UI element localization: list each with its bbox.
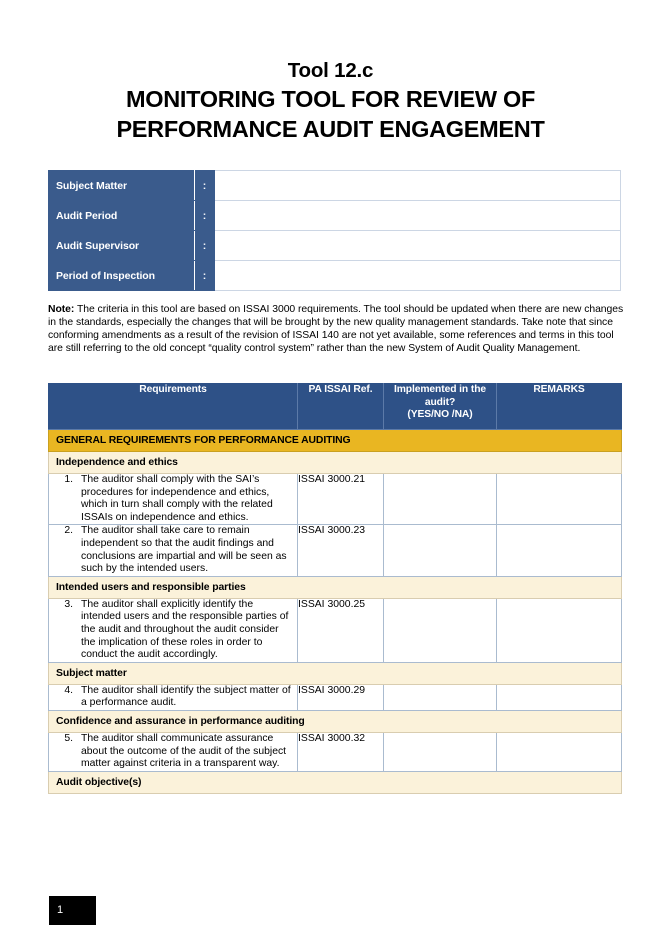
table-row bbox=[49, 525, 622, 576]
implemented-line-2: audit? bbox=[424, 396, 456, 408]
info-colon: : bbox=[195, 171, 215, 201]
note-text: The criteria in this tool are based on ISSAI 3000 requirements. The tool should be updated when there are new changes in the standards, especially the changes that will be brought by the new quality management standards. Take note that since conforming amendments as a result of the revision of ISSAI 140 are not yet available, some references and terms in this tool are still referring to the old concept “quality control system” rather than the new System of Audit Quality Management. bbox=[48, 304, 624, 355]
subsection-heading-row bbox=[49, 576, 622, 598]
requirements-table-header bbox=[49, 384, 622, 430]
implemented-answer-cell[interactable] bbox=[384, 474, 497, 525]
pa-issai-ref-cell: ISSAI 3000.32 bbox=[298, 732, 384, 771]
remarks-cell[interactable] bbox=[497, 732, 622, 771]
info-row bbox=[49, 231, 621, 261]
info-value-field[interactable] bbox=[215, 171, 621, 201]
requirement-number: 4. bbox=[64, 684, 73, 696]
info-row bbox=[49, 201, 621, 231]
requirement-cell bbox=[49, 474, 298, 525]
column-header-requirements: Requirements bbox=[49, 384, 298, 430]
requirement-text: The auditor shall comply with the SAI’s procedures for independence and ethics, which in turn shall comply with the related ISSAIs on independence and ethics. bbox=[81, 474, 273, 523]
pa-issai-ref-cell: ISSAI 3000.21 bbox=[298, 474, 384, 525]
requirement-number: 3. bbox=[64, 598, 73, 610]
info-label: Subject Matter bbox=[49, 171, 195, 201]
info-row bbox=[49, 261, 621, 291]
title-main-line-2: PERFORMANCE AUDIT ENGAGEMENT bbox=[116, 116, 545, 142]
subsection-heading: Independence and ethics bbox=[49, 452, 622, 474]
subsection-heading: Audit objective(s) bbox=[49, 771, 622, 793]
remarks-cell[interactable] bbox=[497, 598, 622, 662]
subsection-heading: Intended users and responsible parties bbox=[49, 576, 622, 598]
title-tool-number: Tool 12.c bbox=[287, 59, 374, 82]
section-heading: GENERAL REQUIREMENTS FOR PERFORMANCE AUDITING bbox=[49, 430, 622, 452]
info-label: Period of Inspection bbox=[49, 261, 195, 291]
table-row bbox=[49, 474, 622, 525]
requirement-text: The auditor shall explicitly identify the intended users and the responsible parties of the audit and throughout the audit consider the implication of these roles in order to conduct the audit accordingly. bbox=[81, 598, 289, 661]
info-value-field[interactable] bbox=[215, 231, 621, 261]
implemented-line-1: Implemented in the bbox=[393, 384, 487, 395]
subsection-heading-row bbox=[49, 710, 622, 732]
title-main-line-1: MONITORING TOOL FOR REVIEW OF bbox=[125, 86, 536, 112]
info-label: Audit Supervisor bbox=[49, 231, 195, 261]
requirement-cell bbox=[49, 525, 298, 576]
implemented-answer-cell[interactable] bbox=[384, 598, 497, 662]
pa-issai-ref-cell: ISSAI 3000.29 bbox=[298, 684, 384, 710]
info-label: Audit Period bbox=[49, 201, 195, 231]
requirement-number: 5. bbox=[64, 732, 73, 744]
note-paragraph bbox=[48, 303, 626, 355]
info-colon: : bbox=[195, 231, 215, 261]
requirement-number: 1. bbox=[64, 474, 73, 485]
remarks-cell[interactable] bbox=[497, 525, 622, 576]
table-row bbox=[49, 732, 622, 771]
section-heading-row bbox=[49, 430, 622, 452]
requirement-cell bbox=[49, 598, 298, 662]
implemented-answer-cell[interactable] bbox=[384, 732, 497, 771]
requirements-table bbox=[48, 383, 622, 794]
pa-issai-ref-cell: ISSAI 3000.25 bbox=[298, 598, 384, 662]
requirement-cell bbox=[49, 684, 298, 710]
table-row bbox=[49, 598, 622, 662]
info-row bbox=[49, 171, 621, 201]
engagement-info-table bbox=[48, 170, 621, 291]
subsection-heading-row bbox=[49, 452, 622, 474]
requirement-cell bbox=[49, 732, 298, 771]
requirement-text: The auditor shall identify the subject matter of a performance audit. bbox=[81, 684, 291, 709]
note-label: Note: bbox=[48, 304, 75, 315]
info-value-field[interactable] bbox=[215, 261, 621, 291]
info-colon: : bbox=[195, 261, 215, 291]
page-number: 1 bbox=[57, 904, 64, 916]
pa-issai-ref-cell: ISSAI 3000.23 bbox=[298, 525, 384, 576]
implemented-answer-cell[interactable] bbox=[384, 684, 497, 710]
remarks-cell[interactable] bbox=[497, 474, 622, 525]
page-number-box bbox=[49, 896, 96, 925]
requirement-text: The auditor shall take care to remain independent so that the audit findings and conclusions are impartial and will be seen as such by the intended users. bbox=[81, 525, 287, 575]
remarks-cell[interactable] bbox=[497, 684, 622, 710]
subsection-heading: Confidence and assurance in performance auditing bbox=[49, 710, 622, 732]
info-colon: : bbox=[195, 201, 215, 231]
column-header-remarks: REMARKS bbox=[497, 384, 622, 430]
implemented-answer-cell[interactable] bbox=[384, 525, 497, 576]
column-header-pa-issai-ref: PA ISSAI Ref. bbox=[298, 384, 384, 430]
subsection-heading: Subject matter bbox=[49, 662, 622, 684]
subsection-heading-row bbox=[49, 771, 622, 793]
requirement-number: 2. bbox=[64, 525, 73, 537]
table-row bbox=[49, 684, 622, 710]
implemented-line-3: (YES/NO /NA) bbox=[407, 409, 473, 420]
column-header-implemented bbox=[384, 384, 497, 430]
requirement-text: The auditor shall communicate assurance about the outcome of the audit of the subject matter against criteria in a transparent way. bbox=[81, 732, 287, 770]
subsection-heading-row bbox=[49, 662, 622, 684]
page-title bbox=[40, 58, 621, 144]
info-value-field[interactable] bbox=[215, 201, 621, 231]
